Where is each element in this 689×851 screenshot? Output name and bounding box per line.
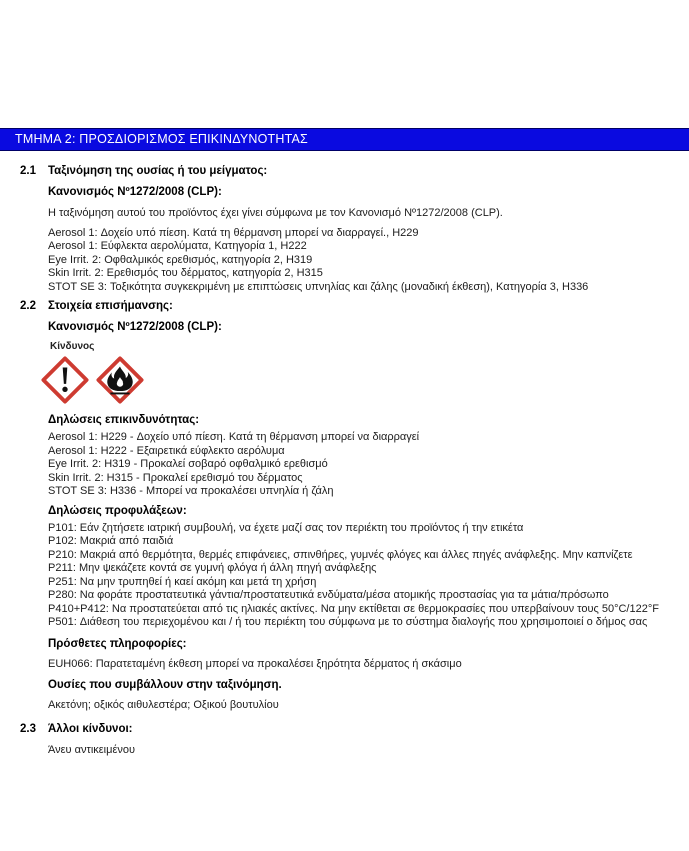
section-2-3-heading [0,723,689,735]
classification-item: Skin Irrit. 2: Ερεθισμός του δέρματος, κατηγορία 2, H315 [48,267,323,279]
classification-intro: Η ταξινόμηση αυτού του προϊόντος έχει γίνει σύμφωνα με τον Κανονισμό Nº1272/2008 (CLP). [48,207,503,219]
precautionary-statement: P501: Διάθεση του περιεχομένου και / ή του περιέκτη του σύμφωνα με το σύστημα διαλογής που χρησιμοποιεί ο δήμος σας [48,616,648,628]
precautionary-statement: P280: Να φοράτε προστατευτικά γάντια/προστατευτικά ενδύματα/μέσα ατομικής προστασίας για τα μάτια/πρόσωπο [48,589,609,601]
precautionary-statements-list [48,522,677,630]
precautionary-statement: P210: Μακριά από θερμότητα, θερμές επιφάνειες, σπινθήρες, γυμνές φλόγες και άλλες πηγές ανάφλεξης. Μην καπνίζετε [48,548,633,561]
section-2-header-bar: ΤΜΗΜΑ 2: ΠΡΟΣΔΙΟΡΙΣΜΟΣ ΕΠΙΚΙΝΔΥΝΟΤΗΤΑΣ [0,128,689,151]
classification-item: Eye Irrit. 2: Οφθαλμικός ερεθισμός, κατηγορία 2, H319 [48,253,313,266]
precautionary-statements-heading: Δηλώσεις προφυλάξεων: [48,504,187,517]
regulation-heading: Κανονισμός Nº1272/2008 (CLP): [48,186,222,198]
ghs-pictograms [41,356,677,404]
hazard-statement: Aerosol 1: H229 - Δοχείο υπό πίεση. Κατά τη θέρμανση μπορεί να διαρραγεί [48,431,420,443]
additional-info-heading: Πρόσθετες πληροφορίες: [48,637,187,650]
hazard-statement: Eye Irrit. 2: H319 - Προκαλεί σοβαρό οφθαλμικό ερεθισμό [48,458,328,470]
ghs07-exclamation-mark-icon [41,356,89,404]
regulation-heading: Κανονισμός Nº1272/2008 (CLP): [48,321,222,333]
additional-info-statement: EUH066: Παρατεταμένη έκθεση μπορεί να προκαλέσει ξηρότητα δέρματος ή σκάσιμο [48,657,462,670]
classification-item: Aerosol 1: Δοχείο υπό πίεση. Κατά τη θέρμανση μπορεί να διαρραγεί., H229 [48,226,419,239]
precautionary-statement: P211: Μην ψεκάζετε κοντά σε γυμνή φλόγα ή άλλη πηγή ανάφλεξης [48,562,377,574]
section-number: 2.1 [20,165,36,177]
precautionary-statement: P410+P412: Να προστατεύεται από τις ηλιακές ακτίνες. Να μην εκτίθεται σε θερμοκρασίες που υπερβαίνουν τους 50°C/122°F [48,602,659,615]
hazard-statement: Aerosol 1: H222 - Εξαιρετικά εύφλεκτο αερόλυμα [48,444,285,457]
section-title: Άλλοι κίνδυνοι: [48,722,133,735]
hazard-statements-list [48,431,677,499]
other-hazards-body: Άνευ αντικειμένου [48,743,135,756]
precautionary-statement: P251: Να μην τρυπηθεί ή καεί ακόμη και μετά τη χρήση [48,575,317,588]
contributing-substances: Ακετόνη; οξικός αιθυλεστέρα; Οξικού βουτυλίου [48,699,279,711]
hazard-statements-heading: Δηλώσεις επικινδυνότητας: [48,414,200,426]
section-2-1-heading [0,165,689,177]
section-number: 2.3 [20,722,36,735]
classification-list [48,227,677,295]
contributing-substances-heading: Ουσίες που συμβάλλουν στην ταξινόμηση. [48,679,282,691]
hazard-statement: STOT SE 3: H336 - Μπορεί να προκαλέσει υπνηλία ή ζάλη [48,485,334,497]
section-title: Ταξινόμηση της ουσίας ή του μείγματος: [48,165,268,177]
classification-item: STOT SE 3: Τοξικότητα συγκεκριμένη με επιπτώσεις υπνηλίας και ζάλης (μοναδική έκθεση), Κατηγορία 3, H336 [48,280,589,293]
ghs02-flame-icon [96,356,144,404]
precautionary-statement: P101: Εάν ζητήσετε ιατρική συμβουλή, να έχετε μαζί σας τον περιέκτη του προϊόντος ή την ετικέτα [48,521,524,534]
section-title: Στοιχεία επισήμανσης: [48,300,173,312]
classification-item: Aerosol 1: Εύφλεκτα αερολύματα, Κατηγορία 1, H222 [48,240,307,252]
signal-word: Κίνδυνος [50,341,95,352]
section-2-2-heading [0,300,689,312]
hazard-statement: Skin Irrit. 2: H315 - Προκαλεί ερεθισμό του δέρματος [48,471,303,484]
section-number: 2.2 [20,300,36,312]
precautionary-statement: P102: Μακριά από παιδιά [48,535,174,547]
